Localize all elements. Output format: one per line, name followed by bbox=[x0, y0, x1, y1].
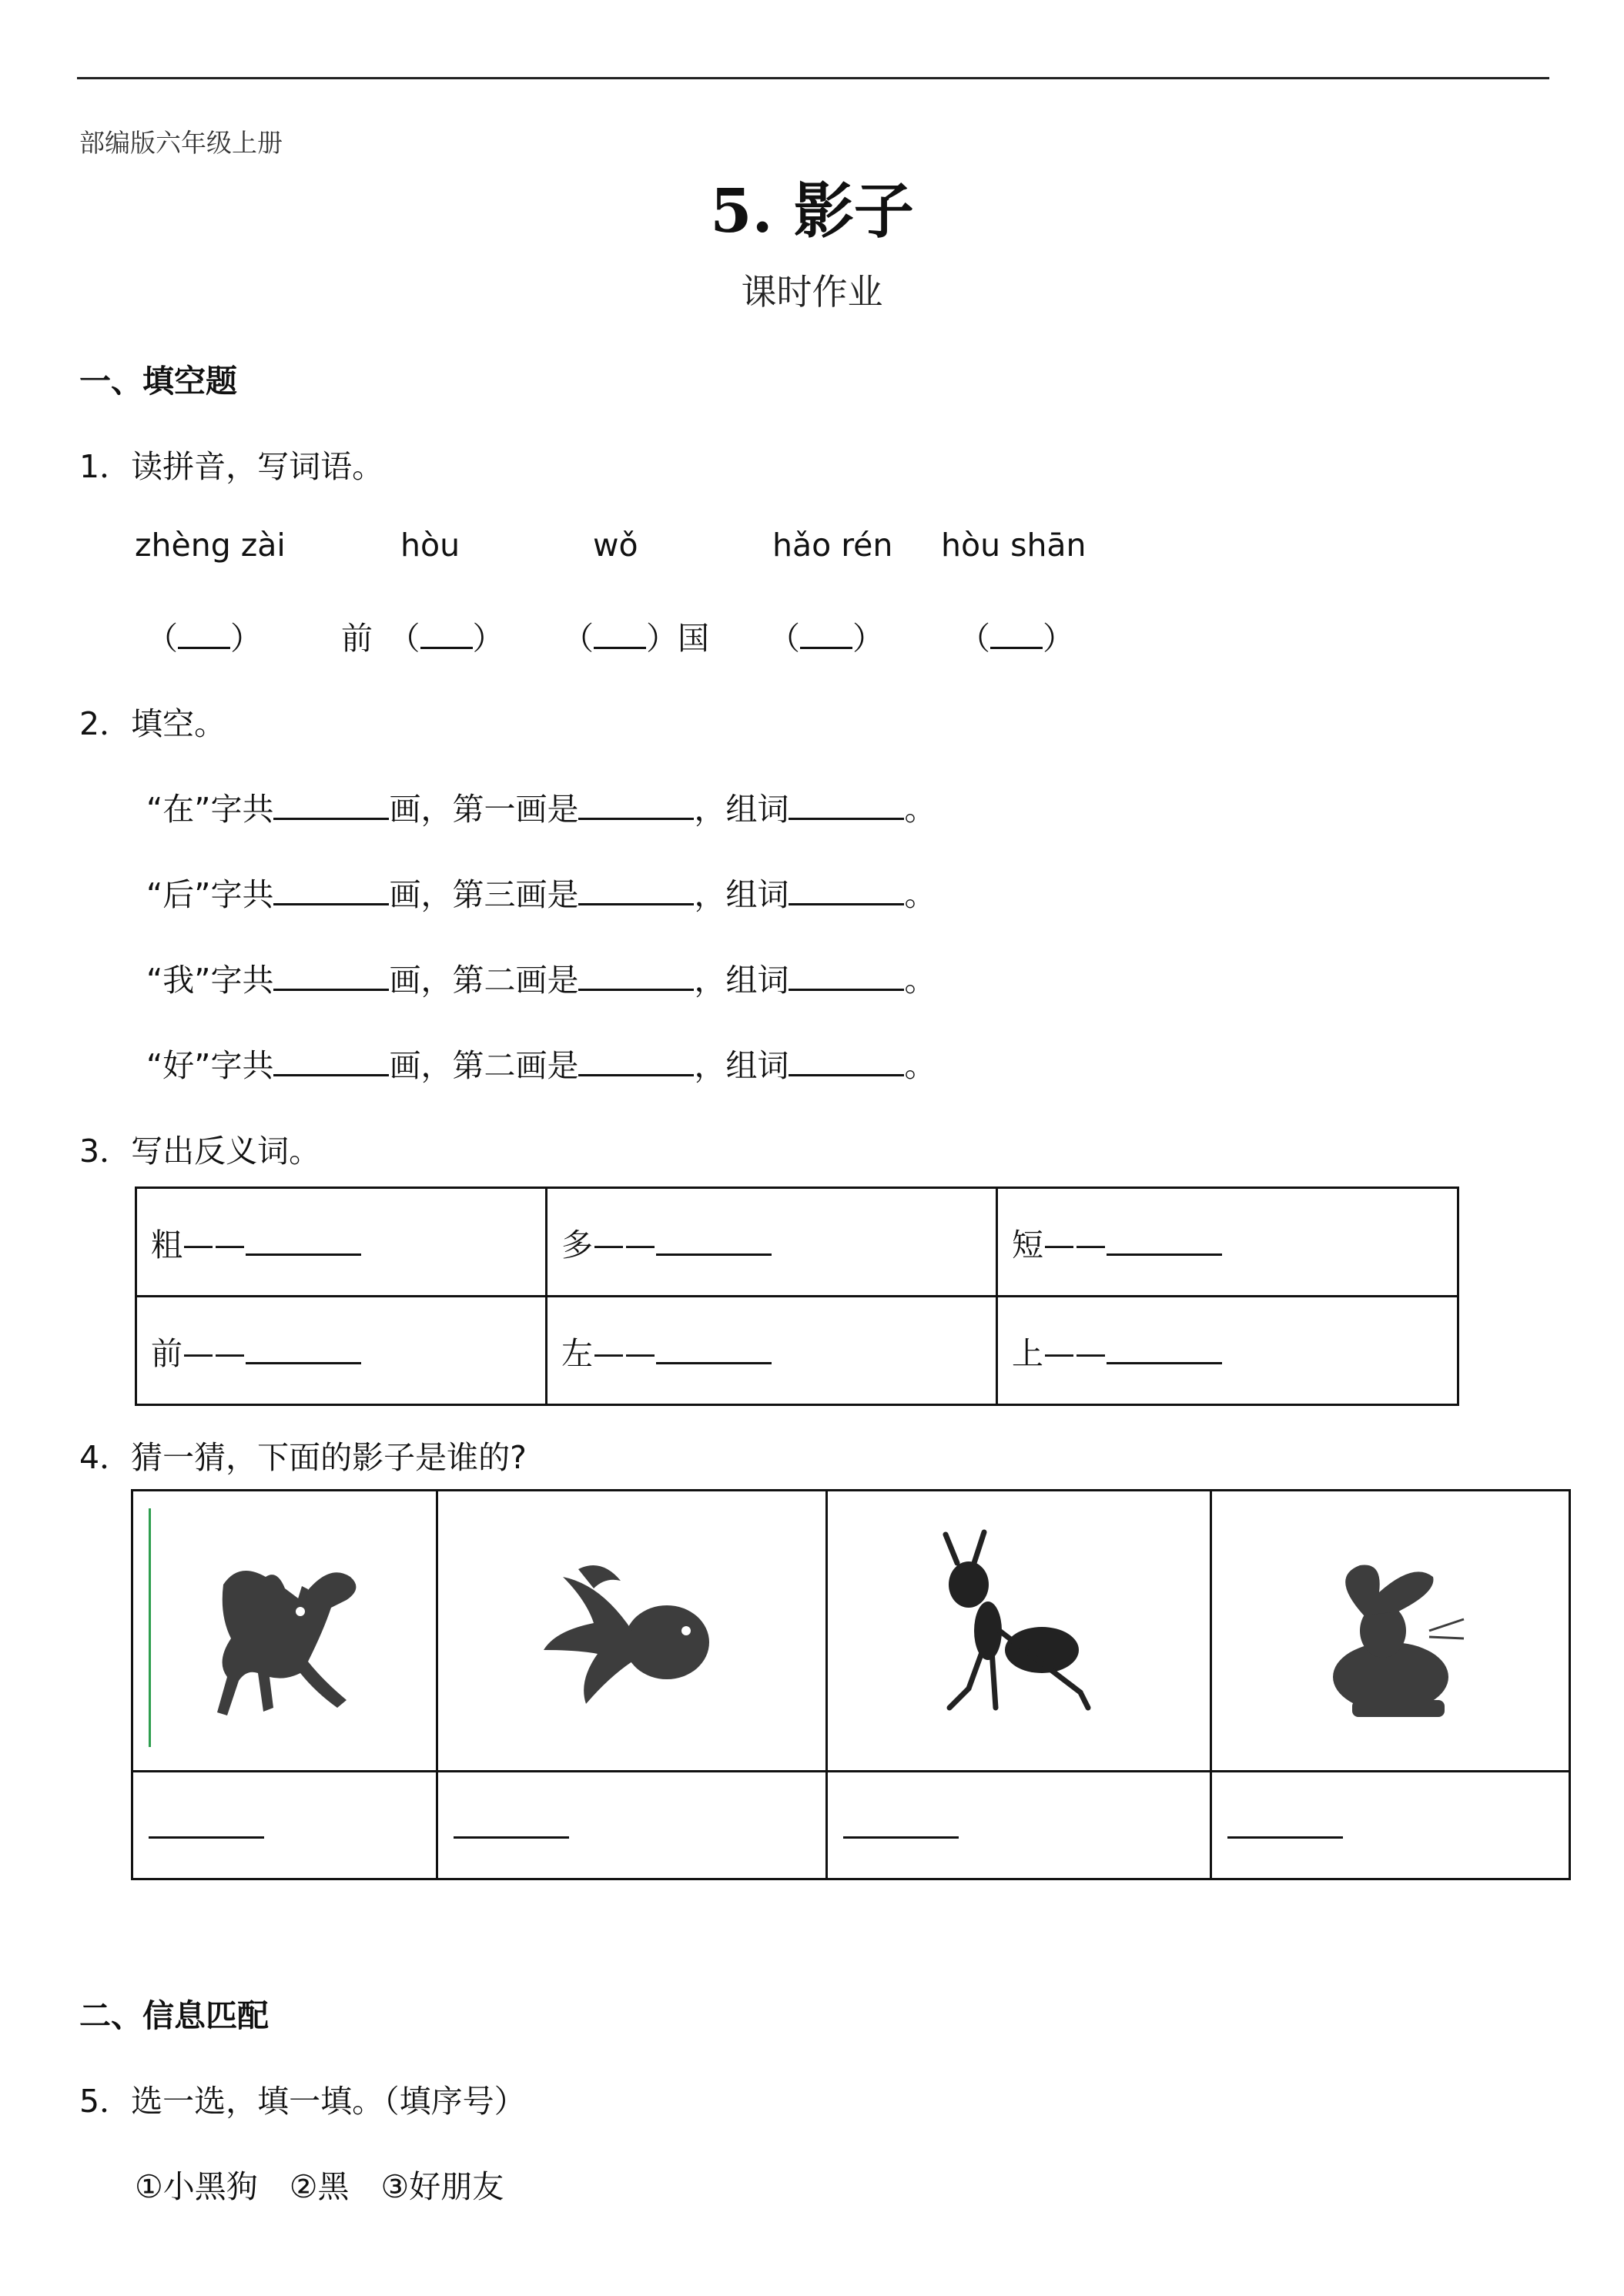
q1-answer-4: （ ） bbox=[768, 620, 884, 657]
shadow-answer-blank[interactable] bbox=[843, 1809, 959, 1839]
shadow-answer-blank[interactable] bbox=[149, 1809, 264, 1839]
q1-answer-5: （ ） bbox=[959, 620, 1074, 657]
q1-answer-1: （ ） bbox=[146, 620, 262, 657]
shadow-answer-blank[interactable] bbox=[1227, 1809, 1343, 1839]
shadow-answer-cell bbox=[437, 1772, 827, 1879]
page-title: 5. 影子 bbox=[710, 176, 914, 246]
pinyin-2: hòu bbox=[400, 527, 460, 564]
header-rule bbox=[77, 77, 1549, 79]
q2-blank[interactable] bbox=[273, 961, 389, 991]
q3-prompt: 3．写出反义词。 bbox=[79, 1133, 321, 1170]
q1-blank-4[interactable] bbox=[800, 619, 852, 649]
pinyin-1: zhèng zài bbox=[135, 527, 286, 564]
q2-blank[interactable] bbox=[273, 875, 389, 905]
q5-options: ①小黑狗 ②黑 ③好朋友 bbox=[135, 2168, 504, 2205]
antonym-cell: 粗—— bbox=[136, 1188, 547, 1297]
q2-blank[interactable] bbox=[578, 961, 694, 991]
q2-blank[interactable] bbox=[789, 790, 904, 820]
q2-line-3: “我”字共 画，第二画是 ，组词 。 bbox=[146, 962, 936, 999]
shadow-answer-blank[interactable] bbox=[454, 1809, 569, 1839]
q2-blank[interactable] bbox=[578, 1046, 694, 1076]
antonym-cell: 上—— bbox=[997, 1297, 1458, 1405]
q2-line-1: “在”字共 画，第一画是 ，组词 。 bbox=[146, 791, 936, 828]
shadow-cell bbox=[827, 1491, 1211, 1772]
section-heading-1: 一、填空题 bbox=[79, 363, 237, 400]
shadow-table bbox=[131, 1489, 1571, 1880]
q1-prompt: 1．读拼音，写词语。 bbox=[79, 448, 384, 485]
q2-blank[interactable] bbox=[273, 1046, 389, 1076]
horse-shadow-icon bbox=[193, 1515, 377, 1746]
q2-line-4: “好”字共 画，第二画是 ，组词 。 bbox=[146, 1047, 936, 1084]
pinyin-5: hòu shān bbox=[941, 527, 1087, 564]
rabbit-shadow-icon bbox=[1298, 1515, 1483, 1746]
q2-blank[interactable] bbox=[273, 790, 389, 820]
q1-blank-2[interactable] bbox=[420, 619, 473, 649]
page-subtitle: 课时作业 bbox=[741, 271, 883, 313]
antonym-cell: 短—— bbox=[997, 1188, 1458, 1297]
section-heading-2: 二、信息匹配 bbox=[79, 1997, 269, 2034]
antonym-blank[interactable] bbox=[1107, 1226, 1222, 1256]
shadow-answer-cell bbox=[827, 1772, 1211, 1879]
q5-prompt: 5．选一选，填一填。（填序号） bbox=[79, 2083, 526, 2120]
q1-blank-3[interactable] bbox=[594, 619, 646, 649]
q2-blank[interactable] bbox=[789, 875, 904, 905]
antonym-blank[interactable] bbox=[656, 1334, 772, 1364]
antonym-table bbox=[135, 1186, 1459, 1406]
shadow-cell bbox=[437, 1491, 827, 1772]
antonym-cell: 前—— bbox=[136, 1297, 547, 1405]
q1-blank-5[interactable] bbox=[990, 619, 1043, 649]
q2-line-2: “后”字共 画，第三画是 ，组词 。 bbox=[146, 876, 936, 913]
antonym-blank[interactable] bbox=[246, 1334, 361, 1364]
q2-blank[interactable] bbox=[578, 875, 694, 905]
shadow-cell bbox=[1211, 1491, 1570, 1772]
q2-blank[interactable] bbox=[789, 1046, 904, 1076]
q2-prompt: 2．填空。 bbox=[79, 705, 226, 742]
q4-prompt: 4．猜一猜，下面的影子是谁的? bbox=[79, 1439, 527, 1476]
shadow-cell bbox=[132, 1491, 437, 1772]
goldfish-shadow-icon bbox=[532, 1515, 732, 1746]
q1-answer-2: 前 （ ） bbox=[341, 620, 504, 657]
q1-blank-1[interactable] bbox=[178, 619, 230, 649]
q2-blank[interactable] bbox=[789, 961, 904, 991]
ant-shadow-icon bbox=[926, 1515, 1111, 1746]
pinyin-3: wǒ bbox=[593, 527, 638, 564]
antonym-blank[interactable] bbox=[1107, 1334, 1222, 1364]
shadow-answer-cell bbox=[1211, 1772, 1570, 1879]
shadow-answer-cell bbox=[132, 1772, 437, 1879]
q1-answer-3: （ ）国 bbox=[562, 620, 709, 657]
green-margin-line bbox=[149, 1508, 151, 1747]
antonym-cell: 多—— bbox=[547, 1188, 997, 1297]
pinyin-4: hǎo rén bbox=[772, 527, 893, 564]
edition-label: 部编版六年级上册 bbox=[79, 128, 283, 158]
antonym-blank[interactable] bbox=[656, 1226, 772, 1256]
q2-blank[interactable] bbox=[578, 790, 694, 820]
antonym-cell: 左—— bbox=[547, 1297, 997, 1405]
antonym-blank[interactable] bbox=[246, 1226, 361, 1256]
